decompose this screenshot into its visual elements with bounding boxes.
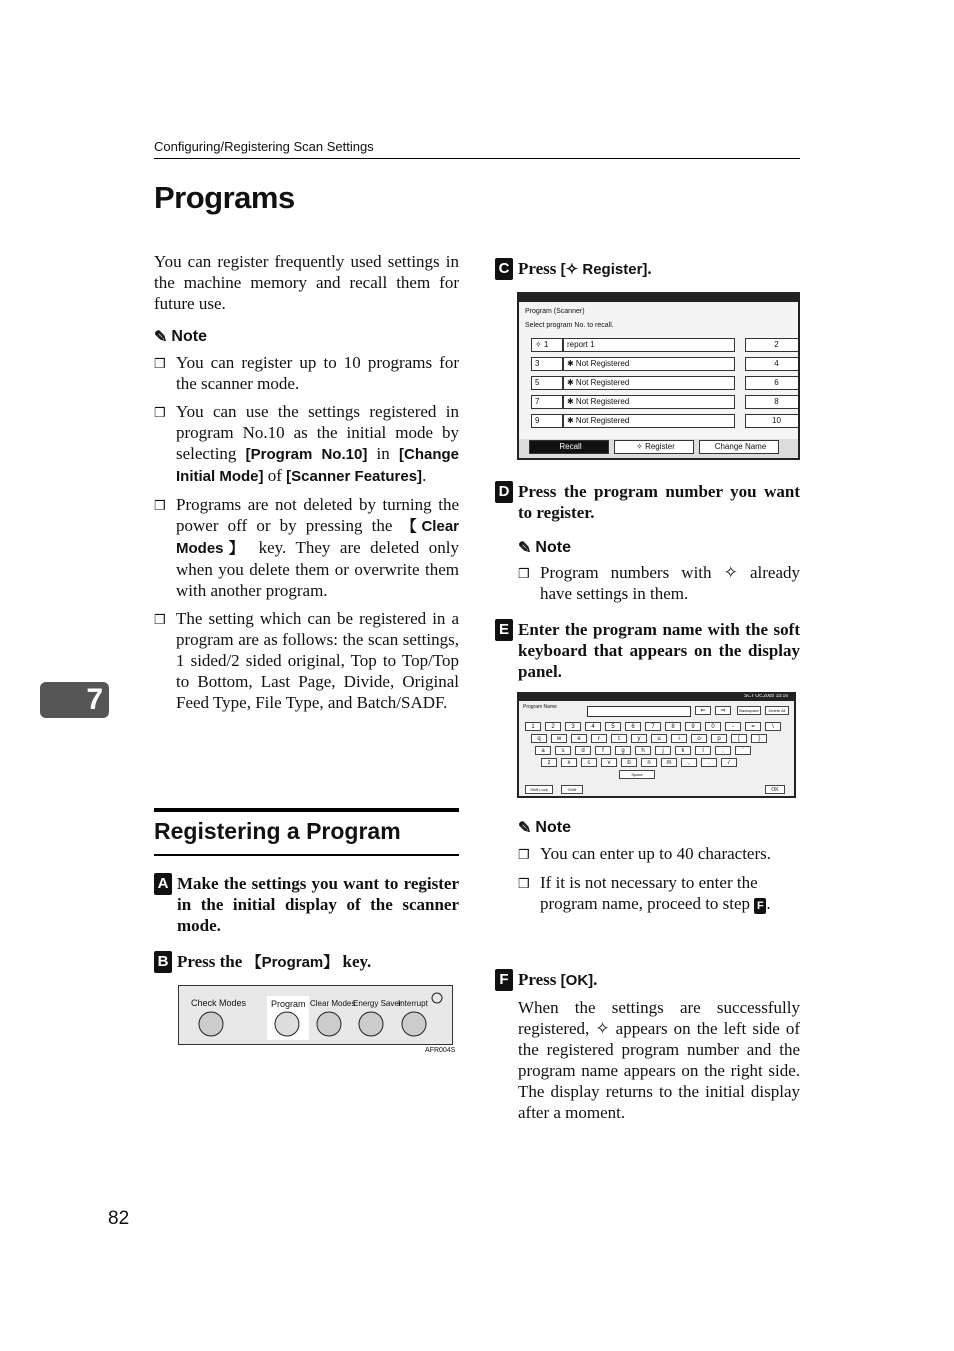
keyboard-key[interactable]: 4 bbox=[585, 722, 601, 731]
step-number: E bbox=[495, 619, 513, 641]
keyboard-key[interactable]: p bbox=[711, 734, 727, 743]
control-panel-figure bbox=[178, 985, 453, 1045]
interrupt-key bbox=[402, 1012, 426, 1036]
checkbox-bullet-icon: ❒ bbox=[154, 405, 166, 420]
screen-topbar bbox=[519, 294, 800, 302]
program-number-button[interactable]: ✧ 1 bbox=[531, 338, 563, 352]
backspace-button[interactable]: Backspace bbox=[737, 706, 761, 715]
step-3: C Press [✧ Register]. bbox=[495, 258, 800, 280]
chapter-tab: 7 bbox=[40, 682, 109, 718]
keyboard-key[interactable]: ; bbox=[715, 746, 731, 755]
shift-button[interactable]: Shift bbox=[561, 785, 583, 794]
note-item: ❒ The setting which can be registered in a program are as follows: the scan settings, 1 sided/2 sided original, Top to Top/Top to Bottom, Last Page, Divide, Original Feed Type, File Type, and Batch/SADF. bbox=[154, 609, 459, 712]
keyboard-key[interactable]: . bbox=[701, 758, 717, 767]
note-item: ❒ You can register up to 10 programs for the scanner mode. bbox=[154, 353, 459, 393]
step-4: D Press the program number you want to register. bbox=[495, 481, 800, 523]
ok-button[interactable]: OK bbox=[765, 785, 785, 794]
program-number-button-right[interactable]: 4 bbox=[745, 357, 800, 371]
note-list bbox=[518, 843, 800, 914]
check-modes-label: Check Modes bbox=[191, 998, 247, 1008]
pencil-icon: ✎ bbox=[518, 540, 532, 557]
keyboard-key[interactable]: - bbox=[725, 722, 741, 731]
program-name-cell[interactable]: ✱ Not Registered bbox=[563, 395, 735, 409]
keyboard-key[interactable]: d bbox=[575, 746, 591, 755]
section-rule-bottom bbox=[154, 854, 459, 856]
note-item: ❒ Programs are not deleted by turning the power off or by pressing the 【Clear Modes】 key. They are deleted only when you delete them or overwrite them with another program. bbox=[154, 495, 459, 600]
keyboard-key[interactable]: a bbox=[535, 746, 551, 755]
pencil-icon: ✎ bbox=[518, 820, 532, 837]
note-item: ❒ You can use the settings registered in program No.10 as the initial mode by selecting [Program No.10] in [Change Initial Mode] of [Scanner Features]. bbox=[154, 402, 459, 485]
pencil-icon: ✎ bbox=[154, 329, 168, 346]
clear-modes-label: Clear Modes bbox=[310, 999, 356, 1008]
step-5: E Enter the program name with the soft keyboard that appears on the display panel. bbox=[495, 619, 800, 682]
note-item: ❒ If it is not necessary to enter the program name, proceed to step F . bbox=[518, 873, 771, 913]
note-heading bbox=[154, 327, 207, 347]
program-number-button-right[interactable]: 10 bbox=[745, 414, 800, 428]
step-number: B bbox=[154, 951, 172, 973]
keyboard-key[interactable]: r bbox=[591, 734, 607, 743]
program-name-cell[interactable]: report 1 bbox=[563, 338, 735, 352]
keyboard-key[interactable]: f bbox=[595, 746, 611, 755]
keyboard-key[interactable]: v bbox=[601, 758, 617, 767]
header-rule bbox=[154, 158, 800, 159]
section-title: Registering a Program bbox=[154, 818, 401, 844]
keyboard-key[interactable]: u bbox=[651, 734, 667, 743]
keyboard-key[interactable]: 7 bbox=[645, 722, 661, 731]
page-title: Programs bbox=[154, 180, 295, 215]
cursor-right-button[interactable]: ⇒ bbox=[715, 706, 731, 715]
keyboard-key[interactable]: 2 bbox=[545, 722, 561, 731]
step-number: A bbox=[154, 873, 172, 895]
running-header: Configuring/Registering Scan Settings bbox=[154, 139, 374, 154]
space-key[interactable]: Space bbox=[619, 770, 655, 779]
step-number: D bbox=[495, 481, 513, 503]
step-2: B Press the 【Program】 key. bbox=[154, 951, 459, 973]
checkbox-bullet-icon: ❒ bbox=[518, 847, 530, 862]
keyboard-screen bbox=[517, 692, 796, 798]
intro-paragraph: You can register frequently used settings in the machine memory and recall them for future use. bbox=[154, 252, 459, 313]
program-name-cell[interactable]: ✱ Not Registered bbox=[563, 357, 735, 371]
program-name-cell[interactable]: ✱ Not Registered bbox=[563, 414, 735, 428]
program-number-button-right[interactable]: 8 bbox=[745, 395, 800, 409]
delete-all-button[interactable]: Delete All bbox=[765, 706, 789, 715]
note-label: Note bbox=[171, 328, 207, 345]
step-number: F bbox=[495, 969, 513, 991]
change-name-button[interactable]: Change Name bbox=[699, 440, 779, 454]
keyboard-key[interactable]: m bbox=[661, 758, 677, 767]
keyboard-key[interactable]: c bbox=[581, 758, 597, 767]
screen-title: Program (Scanner) bbox=[525, 308, 585, 315]
keyboard-key[interactable]: y bbox=[631, 734, 647, 743]
keyboard-key[interactable]: 5 bbox=[605, 722, 621, 731]
program-number-button[interactable]: 5 bbox=[531, 376, 563, 390]
note-heading: ✎ Note bbox=[518, 539, 571, 557]
note-heading: ✎ Note bbox=[518, 819, 571, 837]
keyboard-key[interactable]: z bbox=[541, 758, 557, 767]
page-number: 82 bbox=[108, 1208, 130, 1229]
check-modes-key bbox=[199, 1012, 223, 1036]
screen-prompt: Select program No. to recall. bbox=[525, 322, 614, 329]
keyboard-key[interactable]: ] bbox=[751, 734, 767, 743]
program-number-button-right[interactable]: 2 bbox=[745, 338, 800, 352]
keyboard-key[interactable]: 8 bbox=[665, 722, 681, 731]
keyboard-key[interactable]: l bbox=[695, 746, 711, 755]
indicator-lamp bbox=[432, 993, 442, 1003]
keyboard-key[interactable]: t bbox=[611, 734, 627, 743]
keyboard-key[interactable]: ' bbox=[735, 746, 751, 755]
step-1: A Make the settings you want to register in the initial display of the scanner mode. bbox=[154, 873, 459, 936]
keyboard-key[interactable]: q bbox=[531, 734, 547, 743]
keyboard-key[interactable]: n bbox=[641, 758, 657, 767]
keyboard-key[interactable]: 3 bbox=[565, 722, 581, 731]
program-number-button-right[interactable]: 6 bbox=[745, 376, 800, 390]
keyboard-key[interactable]: 9 bbox=[685, 722, 701, 731]
keyboard-key[interactable]: 1 bbox=[525, 722, 541, 731]
kb-status: SCT Oc.2005 15:16 bbox=[744, 693, 789, 699]
energy-saver-key bbox=[359, 1012, 383, 1036]
panel-keys-drawing bbox=[179, 986, 452, 1044]
step-6-body: When the settings are successfully registered, ✧ appears on the left side of the registered program number and the program name appears on the right side. The display returns to the initial display after a moment. bbox=[518, 998, 800, 1122]
keyboard-key[interactable]: 0 bbox=[705, 722, 721, 731]
keyboard-key[interactable]: k bbox=[675, 746, 691, 755]
kb-field-label: Program Name bbox=[523, 704, 557, 710]
energy-saver-label: Energy Saver bbox=[353, 999, 402, 1008]
shift-lock-button[interactable]: Shift Lock bbox=[525, 785, 553, 794]
program-key-label: Program bbox=[271, 999, 306, 1009]
cursor-left-button[interactable]: ⇐ bbox=[695, 706, 711, 715]
clear-modes-key bbox=[317, 1012, 341, 1036]
keyboard-key[interactable]: / bbox=[721, 758, 737, 767]
keyboard-key[interactable]: o bbox=[691, 734, 707, 743]
keyboard-key[interactable]: b bbox=[621, 758, 637, 767]
keyboard-key[interactable]: [ bbox=[731, 734, 747, 743]
step-number: C bbox=[495, 258, 513, 280]
program-screen bbox=[517, 292, 800, 460]
interrupt-label: Interrupt bbox=[398, 999, 428, 1008]
program-number-button[interactable]: 7 bbox=[531, 395, 563, 409]
step-ref: F bbox=[754, 898, 766, 914]
program-name-cell[interactable]: ✱ Not Registered bbox=[563, 376, 735, 390]
keyboard-key[interactable]: g bbox=[615, 746, 631, 755]
figure-code: AFR004S bbox=[425, 1047, 456, 1054]
keyboard-key[interactable]: = bbox=[745, 722, 761, 731]
keyboard-key[interactable]: j bbox=[655, 746, 671, 755]
keyboard-key[interactable]: s bbox=[555, 746, 571, 755]
keyboard-key[interactable]: e bbox=[571, 734, 587, 743]
keyboard-key[interactable]: \ bbox=[765, 722, 781, 731]
recall-button[interactable]: Recall bbox=[529, 440, 609, 454]
note-item: ❒ You can enter up to 40 characters. bbox=[518, 844, 772, 863]
checkbox-bullet-icon: ❒ bbox=[518, 566, 530, 581]
keyboard-key[interactable]: h bbox=[635, 746, 651, 755]
register-button[interactable]: ✧ Register bbox=[614, 440, 694, 454]
program-key bbox=[275, 1012, 299, 1036]
program-name-input[interactable] bbox=[587, 706, 691, 717]
checkbox-bullet-icon: ❒ bbox=[154, 498, 166, 513]
program-number-button[interactable]: 9 bbox=[531, 414, 563, 428]
keyboard-key[interactable]: 6 bbox=[625, 722, 641, 731]
step-6: F Press [OK]. bbox=[495, 969, 800, 991]
checkbox-bullet-icon: ❒ bbox=[154, 356, 166, 371]
checkbox-bullet-icon: ❒ bbox=[518, 876, 530, 891]
keyboard-key[interactable]: i bbox=[671, 734, 687, 743]
checkbox-bullet-icon: ❒ bbox=[154, 612, 166, 627]
keyboard-key[interactable]: w bbox=[551, 734, 567, 743]
note-item: ❒ Program numbers with ✧ already have settings in them. bbox=[518, 563, 800, 603]
keyboard-key[interactable]: , bbox=[681, 758, 697, 767]
note-list bbox=[154, 352, 459, 713]
section-rule-top bbox=[154, 808, 459, 812]
keyboard-key[interactable]: x bbox=[561, 758, 577, 767]
program-number-button[interactable]: 3 bbox=[531, 357, 563, 371]
